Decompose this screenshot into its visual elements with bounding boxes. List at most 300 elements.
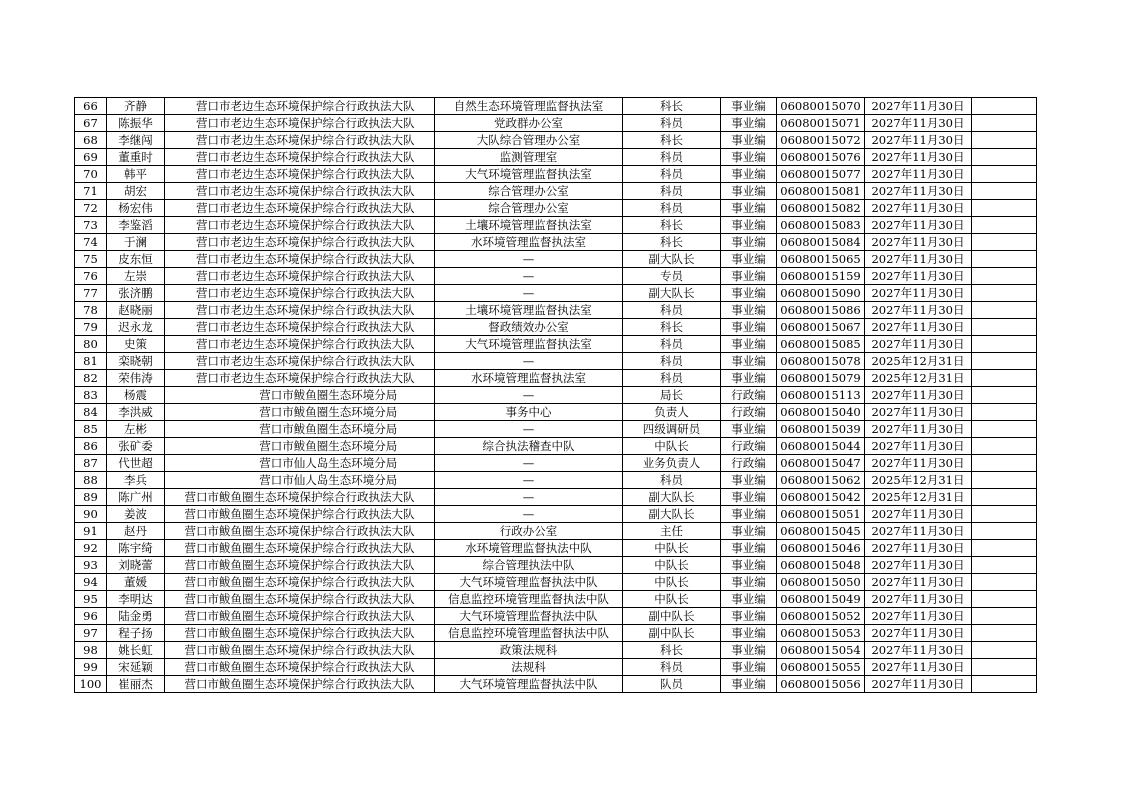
name-cell: 荣伟涛 xyxy=(107,370,165,387)
row-number-cell: 77 xyxy=(75,285,107,302)
certificate-number-cell: 06080015082 xyxy=(777,200,865,217)
position-cell: 业务负责人 xyxy=(623,455,721,472)
position-cell: 科长 xyxy=(623,642,721,659)
department-cell: — xyxy=(435,506,623,523)
staffing-type-cell: 事业编 xyxy=(721,115,777,132)
valid-until-cell: 2027年11月30日 xyxy=(865,200,972,217)
position-cell: 科长 xyxy=(623,98,721,115)
position-cell: 负责人 xyxy=(623,404,721,421)
remarks-cell xyxy=(972,506,1037,523)
agency-cell: 营口市鲅鱼圈生态环境保护综合行政执法大队 xyxy=(165,540,435,557)
staffing-type-cell: 事业编 xyxy=(721,353,777,370)
position-cell: 中队长 xyxy=(623,574,721,591)
table-row xyxy=(75,557,1037,574)
agency-cell: 营口市鲅鱼圈生态环境保护综合行政执法大队 xyxy=(165,659,435,676)
row-number-cell: 92 xyxy=(75,540,107,557)
remarks-cell xyxy=(972,285,1037,302)
table-row xyxy=(75,200,1037,217)
name-cell: 左彬 xyxy=(107,421,165,438)
valid-until-cell: 2027年11月30日 xyxy=(865,455,972,472)
personnel-table xyxy=(74,97,1037,693)
name-cell: 史策 xyxy=(107,336,165,353)
agency-cell: 营口市老边生态环境保护综合行政执法大队 xyxy=(165,149,435,166)
table-row xyxy=(75,183,1037,200)
staffing-type-cell: 行政编 xyxy=(721,438,777,455)
table-row xyxy=(75,217,1037,234)
certificate-number-cell: 06080015049 xyxy=(777,591,865,608)
agency-cell: 营口市仙人岛生态环境分局 xyxy=(165,472,435,489)
remarks-cell xyxy=(972,115,1037,132)
name-cell: 杨宏伟 xyxy=(107,200,165,217)
staffing-type-cell: 行政编 xyxy=(721,455,777,472)
agency-cell: 营口市老边生态环境保护综合行政执法大队 xyxy=(165,166,435,183)
position-cell: 科员 xyxy=(623,370,721,387)
certificate-number-cell: 06080015044 xyxy=(777,438,865,455)
name-cell: 姚长虹 xyxy=(107,642,165,659)
table-row xyxy=(75,591,1037,608)
department-cell: 自然生态环境管理监督执法室 xyxy=(435,98,623,115)
certificate-number-cell: 06080015079 xyxy=(777,370,865,387)
name-cell: 李兵 xyxy=(107,472,165,489)
remarks-cell xyxy=(972,251,1037,268)
staffing-type-cell: 事业编 xyxy=(721,676,777,693)
valid-until-cell: 2027年11月30日 xyxy=(865,285,972,302)
certificate-number-cell: 06080015046 xyxy=(777,540,865,557)
valid-until-cell: 2027年11月30日 xyxy=(865,115,972,132)
remarks-cell xyxy=(972,183,1037,200)
table-row xyxy=(75,523,1037,540)
valid-until-cell: 2027年11月30日 xyxy=(865,268,972,285)
valid-until-cell: 2027年11月30日 xyxy=(865,404,972,421)
row-number-cell: 85 xyxy=(75,421,107,438)
name-cell: 李鉴滔 xyxy=(107,217,165,234)
staffing-type-cell: 行政编 xyxy=(721,387,777,404)
valid-until-cell: 2027年11月30日 xyxy=(865,251,972,268)
position-cell: 队员 xyxy=(623,676,721,693)
table-row xyxy=(75,421,1037,438)
table-row xyxy=(75,166,1037,183)
agency-cell: 营口市老边生态环境保护综合行政执法大队 xyxy=(165,319,435,336)
department-cell: 监测管理室 xyxy=(435,149,623,166)
valid-until-cell: 2027年11月30日 xyxy=(865,625,972,642)
row-number-cell: 75 xyxy=(75,251,107,268)
agency-cell: 营口市鲅鱼圈生态环境保护综合行政执法大队 xyxy=(165,642,435,659)
valid-until-cell: 2027年11月30日 xyxy=(865,149,972,166)
department-cell: 大气环境管理监督执法室 xyxy=(435,166,623,183)
table-row xyxy=(75,489,1037,506)
staffing-type-cell: 事业编 xyxy=(721,319,777,336)
row-number-cell: 89 xyxy=(75,489,107,506)
table-row xyxy=(75,676,1037,693)
staffing-type-cell: 事业编 xyxy=(721,523,777,540)
table-row xyxy=(75,506,1037,523)
agency-cell: 营口市老边生态环境保护综合行政执法大队 xyxy=(165,132,435,149)
staffing-type-cell: 事业编 xyxy=(721,642,777,659)
agency-cell: 营口市老边生态环境保护综合行政执法大队 xyxy=(165,251,435,268)
certificate-number-cell: 06080015078 xyxy=(777,353,865,370)
staffing-type-cell: 事业编 xyxy=(721,200,777,217)
row-number-cell: 69 xyxy=(75,149,107,166)
staffing-type-cell: 事业编 xyxy=(721,557,777,574)
remarks-cell xyxy=(972,336,1037,353)
name-cell: 崔丽杰 xyxy=(107,676,165,693)
valid-until-cell: 2025年12月31日 xyxy=(865,370,972,387)
department-cell: 党政群办公室 xyxy=(435,115,623,132)
name-cell: 杨震 xyxy=(107,387,165,404)
remarks-cell xyxy=(972,642,1037,659)
table-row xyxy=(75,353,1037,370)
valid-until-cell: 2027年11月30日 xyxy=(865,523,972,540)
remarks-cell xyxy=(972,523,1037,540)
row-number-cell: 73 xyxy=(75,217,107,234)
row-number-cell: 97 xyxy=(75,625,107,642)
row-number-cell: 80 xyxy=(75,336,107,353)
valid-until-cell: 2027年11月30日 xyxy=(865,234,972,251)
position-cell: 专员 xyxy=(623,268,721,285)
table-row xyxy=(75,285,1037,302)
table-row xyxy=(75,115,1037,132)
position-cell: 科员 xyxy=(623,149,721,166)
agency-cell: 营口市鲅鱼圈生态环境分局 xyxy=(165,438,435,455)
agency-cell: 营口市老边生态环境保护综合行政执法大队 xyxy=(165,234,435,251)
department-cell: 综合管理执法中队 xyxy=(435,557,623,574)
position-cell: 科员 xyxy=(623,183,721,200)
agency-cell: 营口市鲅鱼圈生态环境分局 xyxy=(165,387,435,404)
name-cell: 赵丹 xyxy=(107,523,165,540)
remarks-cell xyxy=(972,234,1037,251)
name-cell: 左崇 xyxy=(107,268,165,285)
position-cell: 副中队长 xyxy=(623,625,721,642)
table-row xyxy=(75,404,1037,421)
valid-until-cell: 2027年11月30日 xyxy=(865,421,972,438)
remarks-cell xyxy=(972,404,1037,421)
department-cell: 土壤环境管理监督执法室 xyxy=(435,302,623,319)
remarks-cell xyxy=(972,98,1037,115)
agency-cell: 营口市鲅鱼圈生态环境保护综合行政执法大队 xyxy=(165,506,435,523)
department-cell: 事务中心 xyxy=(435,404,623,421)
remarks-cell xyxy=(972,200,1037,217)
remarks-cell xyxy=(972,489,1037,506)
agency-cell: 营口市老边生态环境保护综合行政执法大队 xyxy=(165,353,435,370)
row-number-cell: 99 xyxy=(75,659,107,676)
valid-until-cell: 2027年11月30日 xyxy=(865,183,972,200)
department-cell: 大气环境管理监督执法中队 xyxy=(435,608,623,625)
position-cell: 中队长 xyxy=(623,591,721,608)
personnel-table-body xyxy=(75,98,1037,693)
staffing-type-cell: 事业编 xyxy=(721,98,777,115)
table-row xyxy=(75,438,1037,455)
valid-until-cell: 2027年11月30日 xyxy=(865,591,972,608)
certificate-number-cell: 06080015047 xyxy=(777,455,865,472)
department-cell: 综合执法稽查中队 xyxy=(435,438,623,455)
certificate-number-cell: 06080015081 xyxy=(777,183,865,200)
row-number-cell: 95 xyxy=(75,591,107,608)
department-cell: 大气环境管理监督执法室 xyxy=(435,336,623,353)
remarks-cell xyxy=(972,625,1037,642)
department-cell: — xyxy=(435,387,623,404)
table-row xyxy=(75,370,1037,387)
remarks-cell xyxy=(972,608,1037,625)
staffing-type-cell: 行政编 xyxy=(721,404,777,421)
agency-cell: 营口市老边生态环境保护综合行政执法大队 xyxy=(165,285,435,302)
remarks-cell xyxy=(972,319,1037,336)
department-cell: 水环境管理监督执法室 xyxy=(435,370,623,387)
name-cell: 于澜 xyxy=(107,234,165,251)
certificate-number-cell: 06080015083 xyxy=(777,217,865,234)
valid-until-cell: 2027年11月30日 xyxy=(865,506,972,523)
remarks-cell xyxy=(972,149,1037,166)
valid-until-cell: 2025年12月31日 xyxy=(865,489,972,506)
position-cell: 中队长 xyxy=(623,438,721,455)
department-cell: 信息监控环境管理监督执法中队 xyxy=(435,591,623,608)
row-number-cell: 82 xyxy=(75,370,107,387)
row-number-cell: 71 xyxy=(75,183,107,200)
valid-until-cell: 2027年11月30日 xyxy=(865,438,972,455)
valid-until-cell: 2027年11月30日 xyxy=(865,642,972,659)
department-cell: 综合管理办公室 xyxy=(435,183,623,200)
table-row xyxy=(75,540,1037,557)
row-number-cell: 96 xyxy=(75,608,107,625)
department-cell: — xyxy=(435,268,623,285)
department-cell: — xyxy=(435,455,623,472)
certificate-number-cell: 06080015045 xyxy=(777,523,865,540)
row-number-cell: 90 xyxy=(75,506,107,523)
department-cell: 大气环境管理监督执法中队 xyxy=(435,676,623,693)
valid-until-cell: 2027年11月30日 xyxy=(865,302,972,319)
row-number-cell: 79 xyxy=(75,319,107,336)
position-cell: 四级调研员 xyxy=(623,421,721,438)
name-cell: 宋延颖 xyxy=(107,659,165,676)
position-cell: 科员 xyxy=(623,302,721,319)
position-cell: 科员 xyxy=(623,472,721,489)
valid-until-cell: 2027年11月30日 xyxy=(865,608,972,625)
staffing-type-cell: 事业编 xyxy=(721,625,777,642)
department-cell: 政策法规科 xyxy=(435,642,623,659)
row-number-cell: 83 xyxy=(75,387,107,404)
certificate-number-cell: 06080015055 xyxy=(777,659,865,676)
certificate-number-cell: 06080015071 xyxy=(777,115,865,132)
row-number-cell: 81 xyxy=(75,353,107,370)
department-cell: 水环境管理监督执法中队 xyxy=(435,540,623,557)
row-number-cell: 87 xyxy=(75,455,107,472)
certificate-number-cell: 06080015062 xyxy=(777,472,865,489)
row-number-cell: 78 xyxy=(75,302,107,319)
remarks-cell xyxy=(972,557,1037,574)
table-row xyxy=(75,608,1037,625)
certificate-number-cell: 06080015070 xyxy=(777,98,865,115)
table-row xyxy=(75,319,1037,336)
table-row xyxy=(75,574,1037,591)
department-cell: — xyxy=(435,353,623,370)
department-cell: 土壤环境管理监督执法室 xyxy=(435,217,623,234)
agency-cell: 营口市鲅鱼圈生态环境分局 xyxy=(165,404,435,421)
certificate-number-cell: 06080015048 xyxy=(777,557,865,574)
name-cell: 陈广州 xyxy=(107,489,165,506)
staffing-type-cell: 事业编 xyxy=(721,234,777,251)
table-row xyxy=(75,455,1037,472)
department-cell: 水环境管理监督执法室 xyxy=(435,234,623,251)
table-row xyxy=(75,268,1037,285)
department-cell: 信息监控环境管理监督执法中队 xyxy=(435,625,623,642)
row-number-cell: 67 xyxy=(75,115,107,132)
valid-until-cell: 2027年11月30日 xyxy=(865,319,972,336)
name-cell: 韩平 xyxy=(107,166,165,183)
name-cell: 李继闯 xyxy=(107,132,165,149)
staffing-type-cell: 事业编 xyxy=(721,574,777,591)
certificate-number-cell: 06080015050 xyxy=(777,574,865,591)
agency-cell: 营口市老边生态环境保护综合行政执法大队 xyxy=(165,115,435,132)
remarks-cell xyxy=(972,574,1037,591)
valid-until-cell: 2025年12月31日 xyxy=(865,353,972,370)
certificate-number-cell: 06080015065 xyxy=(777,251,865,268)
valid-until-cell: 2027年11月30日 xyxy=(865,98,972,115)
position-cell: 副大队长 xyxy=(623,506,721,523)
agency-cell: 营口市鲅鱼圈生态环境保护综合行政执法大队 xyxy=(165,591,435,608)
name-cell: 董重时 xyxy=(107,149,165,166)
remarks-cell xyxy=(972,353,1037,370)
certificate-number-cell: 06080015077 xyxy=(777,166,865,183)
table-row xyxy=(75,302,1037,319)
table-row xyxy=(75,659,1037,676)
certificate-number-cell: 06080015053 xyxy=(777,625,865,642)
department-cell: 大队综合管理办公室 xyxy=(435,132,623,149)
position-cell: 中队长 xyxy=(623,557,721,574)
valid-until-cell: 2027年11月30日 xyxy=(865,387,972,404)
position-cell: 科员 xyxy=(623,659,721,676)
table-row xyxy=(75,251,1037,268)
staffing-type-cell: 事业编 xyxy=(721,540,777,557)
remarks-cell xyxy=(972,268,1037,285)
valid-until-cell: 2027年11月30日 xyxy=(865,557,972,574)
name-cell: 张矿委 xyxy=(107,438,165,455)
valid-until-cell: 2027年11月30日 xyxy=(865,659,972,676)
row-number-cell: 100 xyxy=(75,676,107,693)
row-number-cell: 94 xyxy=(75,574,107,591)
department-cell: — xyxy=(435,251,623,268)
row-number-cell: 76 xyxy=(75,268,107,285)
staffing-type-cell: 事业编 xyxy=(721,336,777,353)
position-cell: 科长 xyxy=(623,319,721,336)
staffing-type-cell: 事业编 xyxy=(721,421,777,438)
remarks-cell xyxy=(972,166,1037,183)
agency-cell: 营口市鲅鱼圈生态环境保护综合行政执法大队 xyxy=(165,523,435,540)
department-cell: — xyxy=(435,285,623,302)
name-cell: 齐静 xyxy=(107,98,165,115)
agency-cell: 营口市鲅鱼圈生态环境保护综合行政执法大队 xyxy=(165,625,435,642)
staffing-type-cell: 事业编 xyxy=(721,506,777,523)
staffing-type-cell: 事业编 xyxy=(721,472,777,489)
name-cell: 李洪威 xyxy=(107,404,165,421)
agency-cell: 营口市老边生态环境保护综合行政执法大队 xyxy=(165,268,435,285)
agency-cell: 营口市老边生态环境保护综合行政执法大队 xyxy=(165,98,435,115)
remarks-cell xyxy=(972,438,1037,455)
name-cell: 皮东恒 xyxy=(107,251,165,268)
staffing-type-cell: 事业编 xyxy=(721,659,777,676)
name-cell: 栾晓朝 xyxy=(107,353,165,370)
agency-cell: 营口市老边生态环境保护综合行政执法大队 xyxy=(165,183,435,200)
row-number-cell: 72 xyxy=(75,200,107,217)
valid-until-cell: 2025年12月31日 xyxy=(865,472,972,489)
valid-until-cell: 2027年11月30日 xyxy=(865,132,972,149)
staffing-type-cell: 事业编 xyxy=(721,149,777,166)
department-cell: 综合管理办公室 xyxy=(435,200,623,217)
row-number-cell: 66 xyxy=(75,98,107,115)
row-number-cell: 84 xyxy=(75,404,107,421)
table-row xyxy=(75,234,1037,251)
name-cell: 李明达 xyxy=(107,591,165,608)
department-cell: 督政绩效办公室 xyxy=(435,319,623,336)
agency-cell: 营口市老边生态环境保护综合行政执法大队 xyxy=(165,302,435,319)
agency-cell: 营口市仙人岛生态环境分局 xyxy=(165,455,435,472)
staffing-type-cell: 事业编 xyxy=(721,608,777,625)
position-cell: 科员 xyxy=(623,200,721,217)
valid-until-cell: 2027年11月30日 xyxy=(865,217,972,234)
certificate-number-cell: 06080015159 xyxy=(777,268,865,285)
certificate-number-cell: 06080015084 xyxy=(777,234,865,251)
table-row xyxy=(75,472,1037,489)
agency-cell: 营口市鲅鱼圈生态环境保护综合行政执法大队 xyxy=(165,557,435,574)
staffing-type-cell: 事业编 xyxy=(721,132,777,149)
position-cell: 科长 xyxy=(623,217,721,234)
name-cell: 程子扬 xyxy=(107,625,165,642)
name-cell: 代世超 xyxy=(107,455,165,472)
certificate-number-cell: 06080015052 xyxy=(777,608,865,625)
valid-until-cell: 2027年11月30日 xyxy=(865,336,972,353)
remarks-cell xyxy=(972,370,1037,387)
remarks-cell xyxy=(972,455,1037,472)
certificate-number-cell: 06080015042 xyxy=(777,489,865,506)
staffing-type-cell: 事业编 xyxy=(721,268,777,285)
row-number-cell: 70 xyxy=(75,166,107,183)
certificate-number-cell: 06080015090 xyxy=(777,285,865,302)
valid-until-cell: 2027年11月30日 xyxy=(865,540,972,557)
agency-cell: 营口市鲅鱼圈生态环境分局 xyxy=(165,421,435,438)
agency-cell: 营口市老边生态环境保护综合行政执法大队 xyxy=(165,370,435,387)
remarks-cell xyxy=(972,132,1037,149)
position-cell: 中队长 xyxy=(623,540,721,557)
agency-cell: 营口市老边生态环境保护综合行政执法大队 xyxy=(165,336,435,353)
remarks-cell xyxy=(972,387,1037,404)
remarks-cell xyxy=(972,540,1037,557)
name-cell: 陈振华 xyxy=(107,115,165,132)
staffing-type-cell: 事业编 xyxy=(721,285,777,302)
row-number-cell: 91 xyxy=(75,523,107,540)
certificate-number-cell: 06080015067 xyxy=(777,319,865,336)
position-cell: 副大队长 xyxy=(623,489,721,506)
valid-until-cell: 2027年11月30日 xyxy=(865,676,972,693)
table-row xyxy=(75,387,1037,404)
position-cell: 局长 xyxy=(623,387,721,404)
remarks-cell xyxy=(972,591,1037,608)
name-cell: 陆金勇 xyxy=(107,608,165,625)
staffing-type-cell: 事业编 xyxy=(721,591,777,608)
position-cell: 主任 xyxy=(623,523,721,540)
position-cell: 科员 xyxy=(623,353,721,370)
department-cell: 法规科 xyxy=(435,659,623,676)
name-cell: 赵晓丽 xyxy=(107,302,165,319)
table-row xyxy=(75,625,1037,642)
position-cell: 科长 xyxy=(623,234,721,251)
remarks-cell xyxy=(972,659,1037,676)
remarks-cell xyxy=(972,676,1037,693)
row-number-cell: 93 xyxy=(75,557,107,574)
valid-until-cell: 2027年11月30日 xyxy=(865,166,972,183)
certificate-number-cell: 06080015085 xyxy=(777,336,865,353)
row-number-cell: 86 xyxy=(75,438,107,455)
remarks-cell xyxy=(972,421,1037,438)
valid-until-cell: 2027年11月30日 xyxy=(865,574,972,591)
remarks-cell xyxy=(972,217,1037,234)
